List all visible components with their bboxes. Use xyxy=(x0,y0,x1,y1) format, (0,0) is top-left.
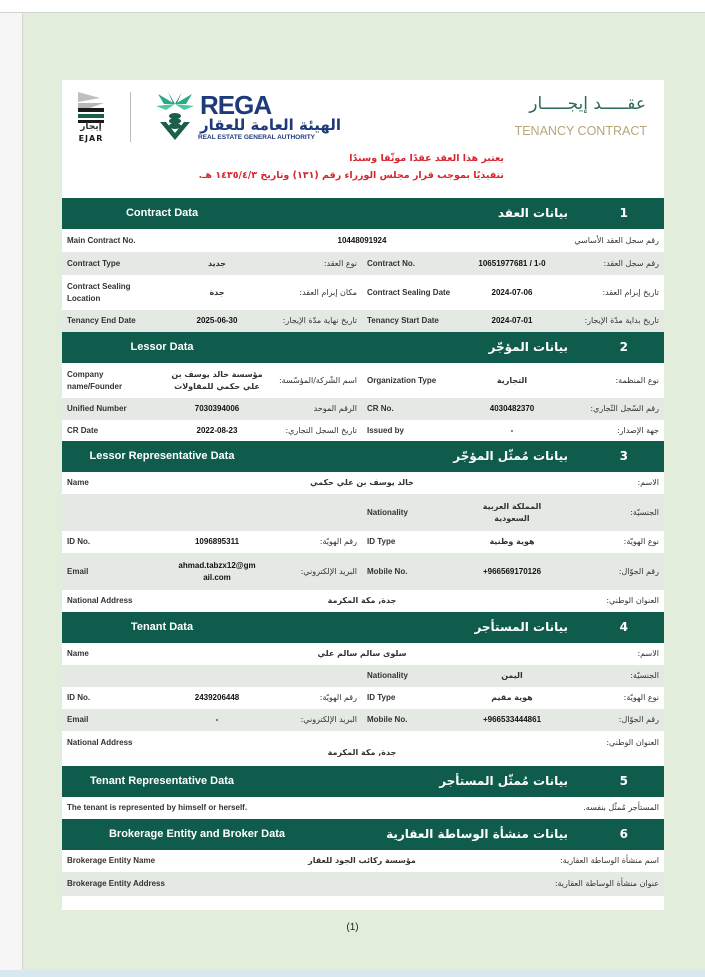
field-label: Name xyxy=(67,478,89,487)
document-header xyxy=(62,80,664,198)
rega-title: REGA xyxy=(200,90,272,120)
field-value: سلوى سالم سالم علي xyxy=(317,649,407,658)
field-value: 4030482370 xyxy=(489,404,535,413)
field-label: Name xyxy=(67,649,89,658)
table-row xyxy=(62,643,664,665)
table-row xyxy=(62,420,664,441)
bottom-bar xyxy=(0,970,705,977)
field-label: Main Contract No. xyxy=(67,235,136,245)
field-value: التجارية xyxy=(496,375,528,385)
field-label: ID Type xyxy=(367,693,396,702)
section-title-en: Brokerage Entity and Broker Data xyxy=(108,828,286,840)
section-number: 3 xyxy=(619,449,628,463)
field-label: Brokerage Entity Address xyxy=(67,879,165,888)
field-label: Brokerage Entity Name xyxy=(67,856,156,865)
field-label-ar: البريد الإلكتروني: xyxy=(300,566,357,576)
field-label: ID No. xyxy=(67,693,91,702)
field-value: 10448091924 xyxy=(337,235,387,245)
section-title-ar: بيانات منشأة الوساطة العقارية xyxy=(386,827,568,841)
field-label-ar: اسم منشأة الوساطة العقارية: xyxy=(559,856,659,865)
table-row xyxy=(62,850,664,872)
field-value: جدة, مكة المكرمة xyxy=(327,596,397,605)
table-row xyxy=(62,310,664,332)
table-row xyxy=(62,709,664,731)
field-value: 10651977681 / 1-0 xyxy=(478,258,546,268)
field-label: Mobile No. xyxy=(367,566,408,576)
field-value: 7030394006 xyxy=(194,404,240,413)
field-value: جديد xyxy=(207,258,226,268)
field-value: - xyxy=(510,425,514,435)
table-row xyxy=(62,797,664,819)
field-label-ar: تاريخ نهاية مدّة الإيجار: xyxy=(282,316,357,325)
field-label: National Address xyxy=(67,596,133,605)
section-header-brokerage xyxy=(62,819,664,850)
field-label: Contract Type xyxy=(67,258,121,268)
field-value: 2024-07-01 xyxy=(491,316,533,325)
field-label-ar: رقم الهويّة: xyxy=(319,537,357,546)
field-label: National Address xyxy=(67,738,133,747)
table-row xyxy=(62,731,664,766)
ejar-ar-label: إيجار xyxy=(80,122,102,132)
field-value: اليمن xyxy=(501,671,523,680)
logo-divider xyxy=(130,92,131,142)
field-label-ar: رقم سجل العقد الأساسي xyxy=(574,235,659,245)
field-label-ar: الجنسيّة: xyxy=(630,507,659,517)
field-label: Email xyxy=(67,566,89,576)
table-row xyxy=(62,553,664,590)
section-number: 1 xyxy=(619,206,628,220)
section-title-en: Tenant Data xyxy=(130,621,194,633)
field-label-ar: رقم الهويّة: xyxy=(319,693,357,702)
field-label-ar: نوع الهويّة: xyxy=(623,537,659,546)
field-label-ar: تاريخ بداية مدّة الإيجار: xyxy=(584,316,659,325)
table-row xyxy=(62,398,664,420)
field-label-ar: العنوان الوطني: xyxy=(606,738,659,747)
section-number: 6 xyxy=(619,827,628,841)
field-label-ar: تاريخ السجل التجاري: xyxy=(285,425,357,435)
legal-notice xyxy=(199,150,504,184)
table-row xyxy=(62,665,664,687)
field-label-ar: جهة الإصدار: xyxy=(616,425,659,435)
field-value: خالد يوسف بن علي حكمي xyxy=(310,478,414,487)
rega-ar-name: الهيئة العامة للعقار xyxy=(200,116,342,134)
field-value: هوية وطنية xyxy=(489,537,535,546)
field-label-ar: نوع العقد: xyxy=(323,258,357,268)
section-title-ar: بيانات المؤجّر xyxy=(488,340,568,354)
field-label-ar: رقم الجوّال: xyxy=(618,715,659,724)
field-label: Unified Number xyxy=(67,404,127,413)
table-row xyxy=(62,472,664,494)
tenant-rep-text-en: The tenant is represented by himself or herself. xyxy=(67,803,248,812)
section-header-contract xyxy=(62,198,664,229)
field-label: Contract Sealing Location xyxy=(67,281,131,303)
field-label-ar: البريد الإلكتروني: xyxy=(300,715,357,724)
notice-line-2: تنفيذيًا بموجب قرار مجلس الوزراء رقم (١٣١) وتاريخ ١٤٣٥/٤/٣ هـ. xyxy=(198,170,504,181)
section-number: 4 xyxy=(619,620,628,634)
table-row xyxy=(62,494,664,531)
section-title-en: Lessor Representative Data xyxy=(89,450,235,462)
top-toolbar xyxy=(0,0,705,13)
field-value: 2024-07-06 xyxy=(491,287,533,297)
field-label: Mobile No. xyxy=(367,715,408,724)
field-label: ID No. xyxy=(67,537,91,546)
field-value: 2025-06-30 xyxy=(196,316,238,325)
field-value: 2022-08-23 xyxy=(196,425,238,435)
section-title-ar: بيانات مُمثّل المؤجّر xyxy=(453,449,568,463)
field-value: جدة, مكة المكرمة xyxy=(327,748,397,757)
rega-palm-icon xyxy=(154,90,196,142)
tenant-rep-text-ar: المستأجر مُمثّل بنفسه. xyxy=(583,803,659,812)
field-label-ar: رقم سجل العقد: xyxy=(603,258,659,268)
field-label-ar: تاريخ إبرام العقد: xyxy=(602,287,659,297)
table-row xyxy=(62,590,664,612)
field-label: CR Date xyxy=(67,425,99,435)
field-value: مؤسسة ركائب الجود للعقار xyxy=(308,856,416,865)
field-value: المملكة العربية السعودية xyxy=(482,501,542,523)
field-value: +966569170126 xyxy=(482,566,542,576)
field-label-ar: الرقم الموحد xyxy=(313,404,357,413)
field-value: +966533444861 xyxy=(482,715,542,724)
rega-en-name: REAL ESTATE GENERAL AUTHORITY xyxy=(198,134,316,141)
field-label: CR No. xyxy=(367,404,394,413)
table-row xyxy=(62,363,664,398)
field-value: هوية مقيم xyxy=(491,693,533,702)
table-row xyxy=(62,229,664,252)
field-label-ar: اسم الشّركة/المؤسّسة: xyxy=(278,375,357,385)
table-row xyxy=(62,872,664,896)
field-label-ar: رقم السّجل التّجاري: xyxy=(590,404,659,413)
field-label: Contract Sealing Date xyxy=(367,287,451,297)
field-label: Organization Type xyxy=(367,375,437,385)
ejar-en-label: EJAR xyxy=(78,134,104,143)
section-number: 2 xyxy=(619,340,628,354)
field-label: Company name/Founder xyxy=(67,369,123,391)
field-label-ar: الجنسيّة: xyxy=(630,671,659,680)
field-label-ar: العنوان الوطني: xyxy=(606,596,659,605)
field-value: 1096895311 xyxy=(194,537,240,546)
section-title-en: Lessor Data xyxy=(130,341,194,353)
field-label: Nationality xyxy=(367,671,408,680)
contract-title-ar: عقـــــد إيجـــــار xyxy=(529,94,646,114)
table-row xyxy=(62,275,664,310)
section-header-tenant-rep xyxy=(62,766,664,797)
left-gutter xyxy=(0,13,23,971)
section-number: 5 xyxy=(619,774,628,788)
field-label-ar: الاسم: xyxy=(637,649,659,658)
section-header-lessor xyxy=(62,332,664,363)
field-label: Issued by xyxy=(367,425,404,435)
field-label-ar: الاسم: xyxy=(637,478,659,487)
field-label: Nationality xyxy=(367,507,408,517)
field-value: ahmad.tabzx12@gmail.com xyxy=(178,560,256,582)
table-row xyxy=(62,252,664,275)
section-title-ar: بيانات المستأجر xyxy=(474,620,568,634)
field-value: جدة xyxy=(209,287,225,297)
field-label-ar: نوع الهويّة: xyxy=(623,693,659,702)
field-value: 2439206448 xyxy=(194,693,240,702)
field-label-ar: عنوان منشأة الوساطة العقارية: xyxy=(554,879,659,888)
field-label-ar: مكان إبرام العقد: xyxy=(299,287,357,297)
field-label-ar: نوع المنظمة: xyxy=(615,375,659,385)
notice-line-1: يعتبر هذا العقد عقدًا موثّقا وسندًا xyxy=(349,153,504,164)
page-number: (1) xyxy=(346,922,359,933)
section-title-ar: بيانات مُمثّل المستأجر xyxy=(439,774,568,788)
section-header-tenant xyxy=(62,612,664,643)
section-title-ar: بيانات العقد xyxy=(497,206,568,220)
contract-title-en: TENANCY CONTRACT xyxy=(514,124,647,138)
field-value: مؤسسة خالد يوسف بن علي حكمي للمقاولات xyxy=(171,369,263,391)
field-label: Tenancy End Date xyxy=(67,316,136,325)
field-value: - xyxy=(215,715,219,724)
table-row xyxy=(62,687,664,709)
field-label: Email xyxy=(67,715,89,724)
section-title-en: Contract Data xyxy=(125,207,199,219)
section-header-lessor-rep xyxy=(62,441,664,472)
table-row xyxy=(62,531,664,553)
section-title-en: Tenant Representative Data xyxy=(89,775,235,787)
field-label-ar: رقم الجوّال: xyxy=(618,566,659,576)
document-page xyxy=(62,80,664,910)
field-label: ID Type xyxy=(367,537,396,546)
field-label: Contract No. xyxy=(367,258,415,268)
field-label: Tenancy Start Date xyxy=(367,316,439,325)
